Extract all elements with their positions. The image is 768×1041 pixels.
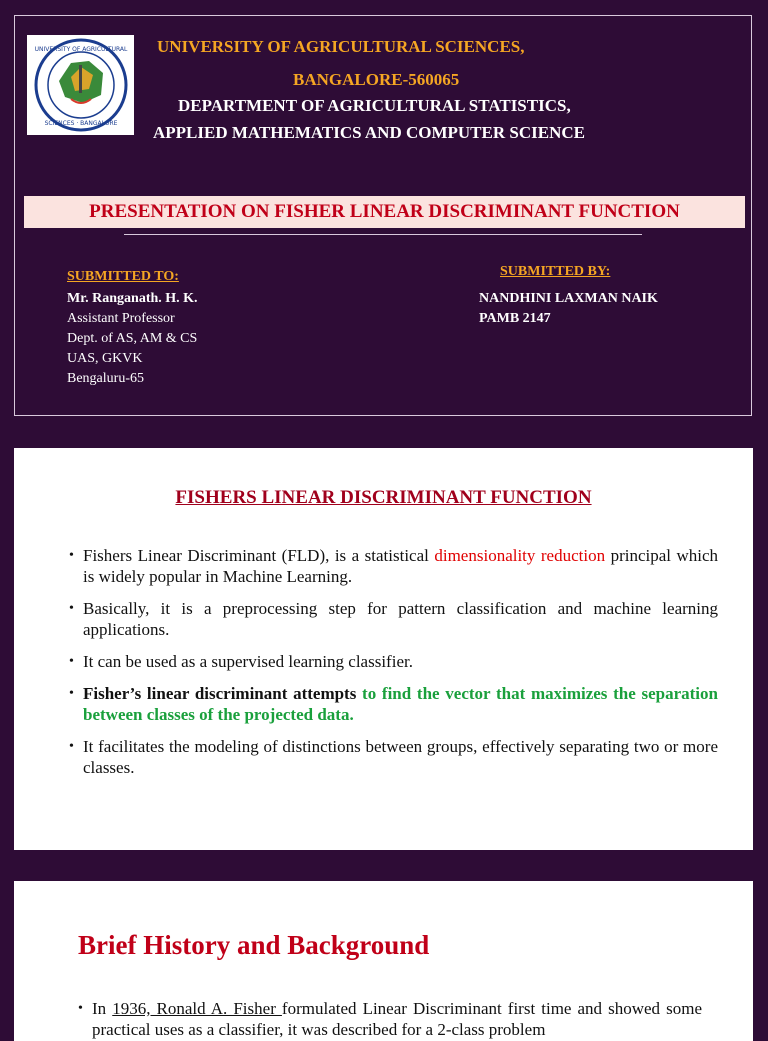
bullet-icon: •	[78, 1001, 83, 1016]
bullet-text: Fisher’s linear discriminant attempts	[83, 684, 363, 703]
advisor-city: Bengaluru-65	[67, 371, 144, 386]
list-item	[78, 998, 702, 1040]
university-name: UNIVERSITY OF AGRICULTURAL SCIENCES,	[157, 37, 525, 56]
university-city: BANGALORE-560065	[293, 70, 460, 89]
divider	[124, 234, 642, 235]
slide-title: FISHERS LINEAR DISCRIMINANT FUNCTION	[175, 487, 592, 508]
submitted-to-label: SUBMITTED TO:	[67, 269, 179, 284]
student-id: PAMB 2147	[479, 311, 551, 326]
presentation-title: PRESENTATION ON FISHER LINEAR DISCRIMINANT FUNCTION	[24, 196, 745, 228]
list-item	[69, 598, 718, 640]
student-name: NANDHINI LAXMAN NAIK	[479, 291, 658, 306]
submitted-by-block	[479, 289, 658, 329]
advisor-institution: UAS, GKVK	[67, 351, 143, 366]
bullet-list	[69, 545, 718, 789]
bullet-text: It can be used as a supervised learning classifier.	[83, 652, 413, 671]
bullet-icon: •	[69, 548, 74, 563]
bullet-icon: •	[69, 686, 74, 701]
advisor-department: Dept. of AS, AM & CS	[67, 331, 198, 346]
submitted-by-label: SUBMITTED BY:	[500, 264, 611, 279]
bullet-text: Basically, it is a preprocessing step for pattern classification and machine learning applications.	[83, 599, 718, 639]
slide-title: Brief History and Background	[78, 930, 430, 960]
list-item	[69, 736, 718, 778]
bullet-underlined: 1936, Ronald A. Fisher	[112, 999, 282, 1018]
bullet-highlight: to find the vector that maximizes the separation between classes of the projected data.	[83, 684, 718, 724]
bullet-text: principal which is widely popular in Machine Learning.	[83, 546, 719, 586]
bullet-text: It facilitates the modeling of distinctions between groups, effectively separating two or more classes.	[83, 737, 718, 777]
bullet-text: Fishers Linear Discriminant (FLD), is a statistical	[83, 546, 435, 565]
department-line-2: APPLIED MATHEMATICS AND COMPUTER SCIENCE	[153, 123, 585, 142]
advisor-name: Mr. Ranganath. H. K.	[67, 291, 198, 306]
list-item	[69, 651, 718, 672]
svg-text:UNIVERSITY OF AGRICULTURAL: UNIVERSITY OF AGRICULTURAL	[34, 46, 127, 53]
svg-text:SCIENCES · BANGALORE: SCIENCES · BANGALORE	[44, 120, 117, 127]
bullet-icon: •	[69, 601, 74, 616]
advisor-designation: Assistant Professor	[67, 311, 175, 326]
bullet-icon: •	[69, 739, 74, 754]
bullet-text: formulated Linear Discriminant first time and showed some practical uses as a classifier, it was described for a 2-class problem	[92, 999, 703, 1039]
department-line-1: DEPARTMENT OF AGRICULTURAL STATISTICS,	[178, 96, 571, 115]
history-slide	[14, 881, 753, 1041]
list-item	[69, 683, 718, 725]
bullet-icon: •	[69, 654, 74, 669]
title-slide	[0, 0, 768, 432]
bullet-highlight: dimensionality reduction	[434, 546, 606, 565]
bullet-text: In	[92, 999, 113, 1018]
definition-slide	[14, 448, 753, 850]
university-seal-icon	[27, 35, 134, 135]
list-item	[69, 545, 718, 587]
submitted-to-block	[67, 289, 198, 389]
